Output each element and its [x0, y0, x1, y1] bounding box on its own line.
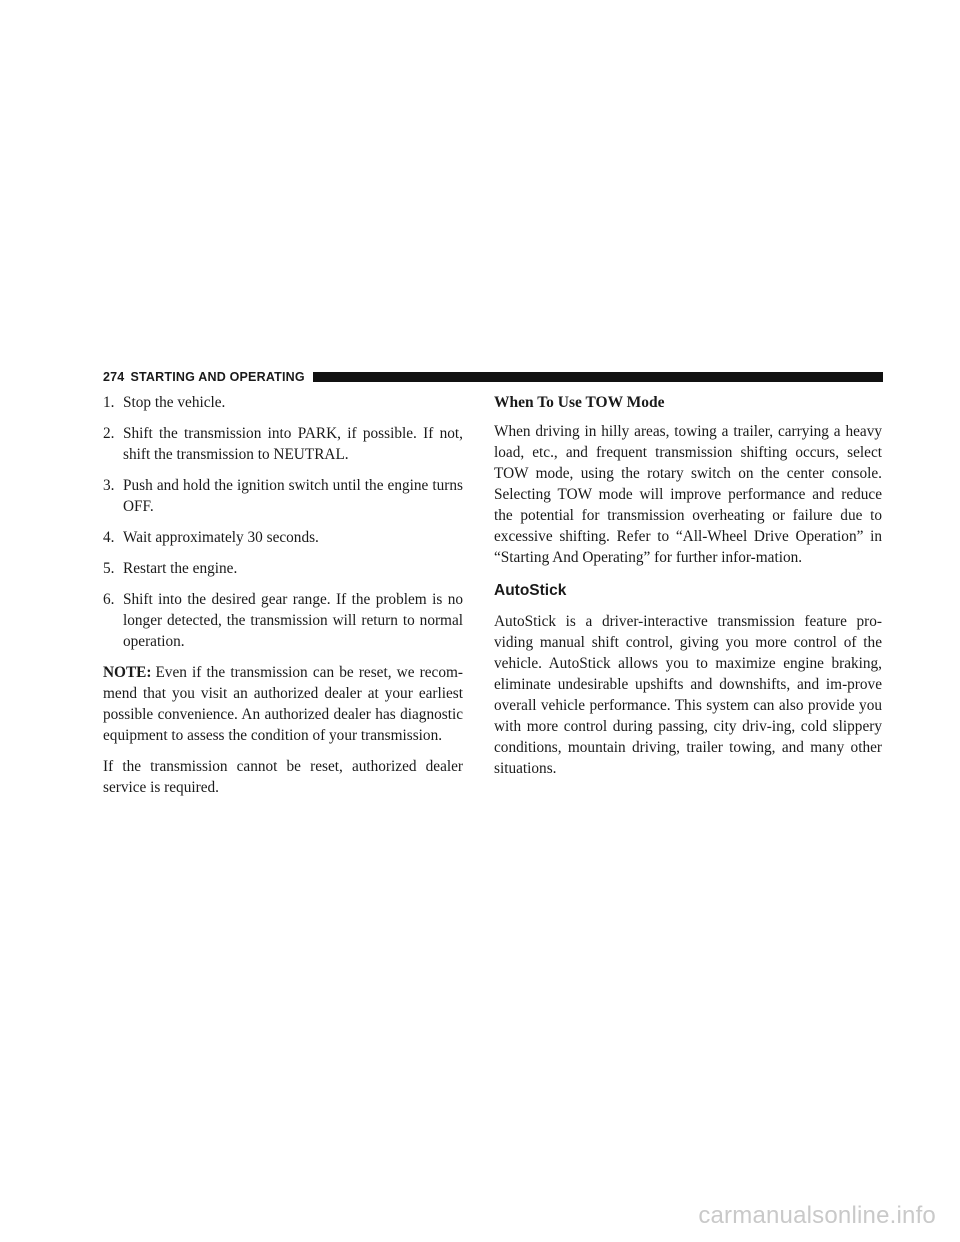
note-paragraph — [103, 662, 463, 746]
step-number: 3. — [103, 477, 115, 494]
section-title: STARTING AND OPERATING — [130, 370, 305, 384]
step-number: 5. — [103, 560, 115, 577]
page-header — [103, 369, 883, 385]
step-2 — [103, 423, 463, 465]
tow-mode-heading: When To Use TOW Mode — [494, 394, 665, 411]
step-3 — [103, 475, 463, 517]
step-1 — [103, 392, 463, 413]
page-number: 274 — [103, 370, 125, 384]
step-text: Stop the vehicle. — [123, 394, 226, 411]
step-text: Restart the engine. — [123, 560, 238, 577]
step-4 — [103, 527, 463, 548]
note-label: NOTE: — [103, 664, 152, 681]
step-text: Wait approximately 30 seconds. — [123, 529, 319, 546]
step-6 — [103, 589, 463, 652]
note-text: Even if the transmission can be reset, we recom-mend that you visit an authorized dealer at your earliest possible convenience. An authorized dealer has diagnostic equipment to assess the condition of your transmission. — [103, 664, 463, 744]
left-column — [103, 392, 463, 808]
header-rule — [313, 372, 883, 382]
step-5 — [103, 558, 463, 579]
closing-paragraph: If the transmission cannot be reset, authorized dealer service is required. — [103, 758, 463, 796]
autostick-heading: AutoStick — [494, 582, 567, 599]
watermark: carmanualsonline.info — [698, 1202, 936, 1229]
step-number: 2. — [103, 425, 115, 442]
step-text: Shift the transmission into PARK, if possible. If not, shift the transmission to NEUTRAL. — [123, 425, 463, 463]
step-number: 6. — [103, 591, 115, 608]
step-text: Push and hold the ignition switch until the engine turns OFF. — [123, 477, 463, 515]
step-text: Shift into the desired gear range. If the problem is no longer detected, the transmission will return to normal operation. — [123, 591, 463, 650]
step-number: 1. — [103, 394, 115, 411]
tow-mode-paragraph: When driving in hilly areas, towing a trailer, carrying a heavy load, etc., and frequent transmission shifting occurs, select TOW mode, using the rotary switch on the center console. Selecting TOW mode will improve performance and reduce the potential for transmission overheating or failure due to excessive shifting. Refer to “All-Wheel Drive Operation” in “Starting And Operating” for further infor-mation. — [494, 423, 882, 566]
step-number: 4. — [103, 529, 115, 546]
right-column — [494, 392, 882, 789]
autostick-paragraph: AutoStick is a driver-interactive transmission feature pro-viding manual shift control, giving you more control of the vehicle. AutoStick allows you to maximize engine braking, eliminate undesirable upshifts and downshifts, and im-prove overall vehicle performance. This system can also provide you with more control during passing, city driv-ing, cold slippery conditions, mountain driving, trailer towing, and many other situations. — [494, 613, 882, 777]
